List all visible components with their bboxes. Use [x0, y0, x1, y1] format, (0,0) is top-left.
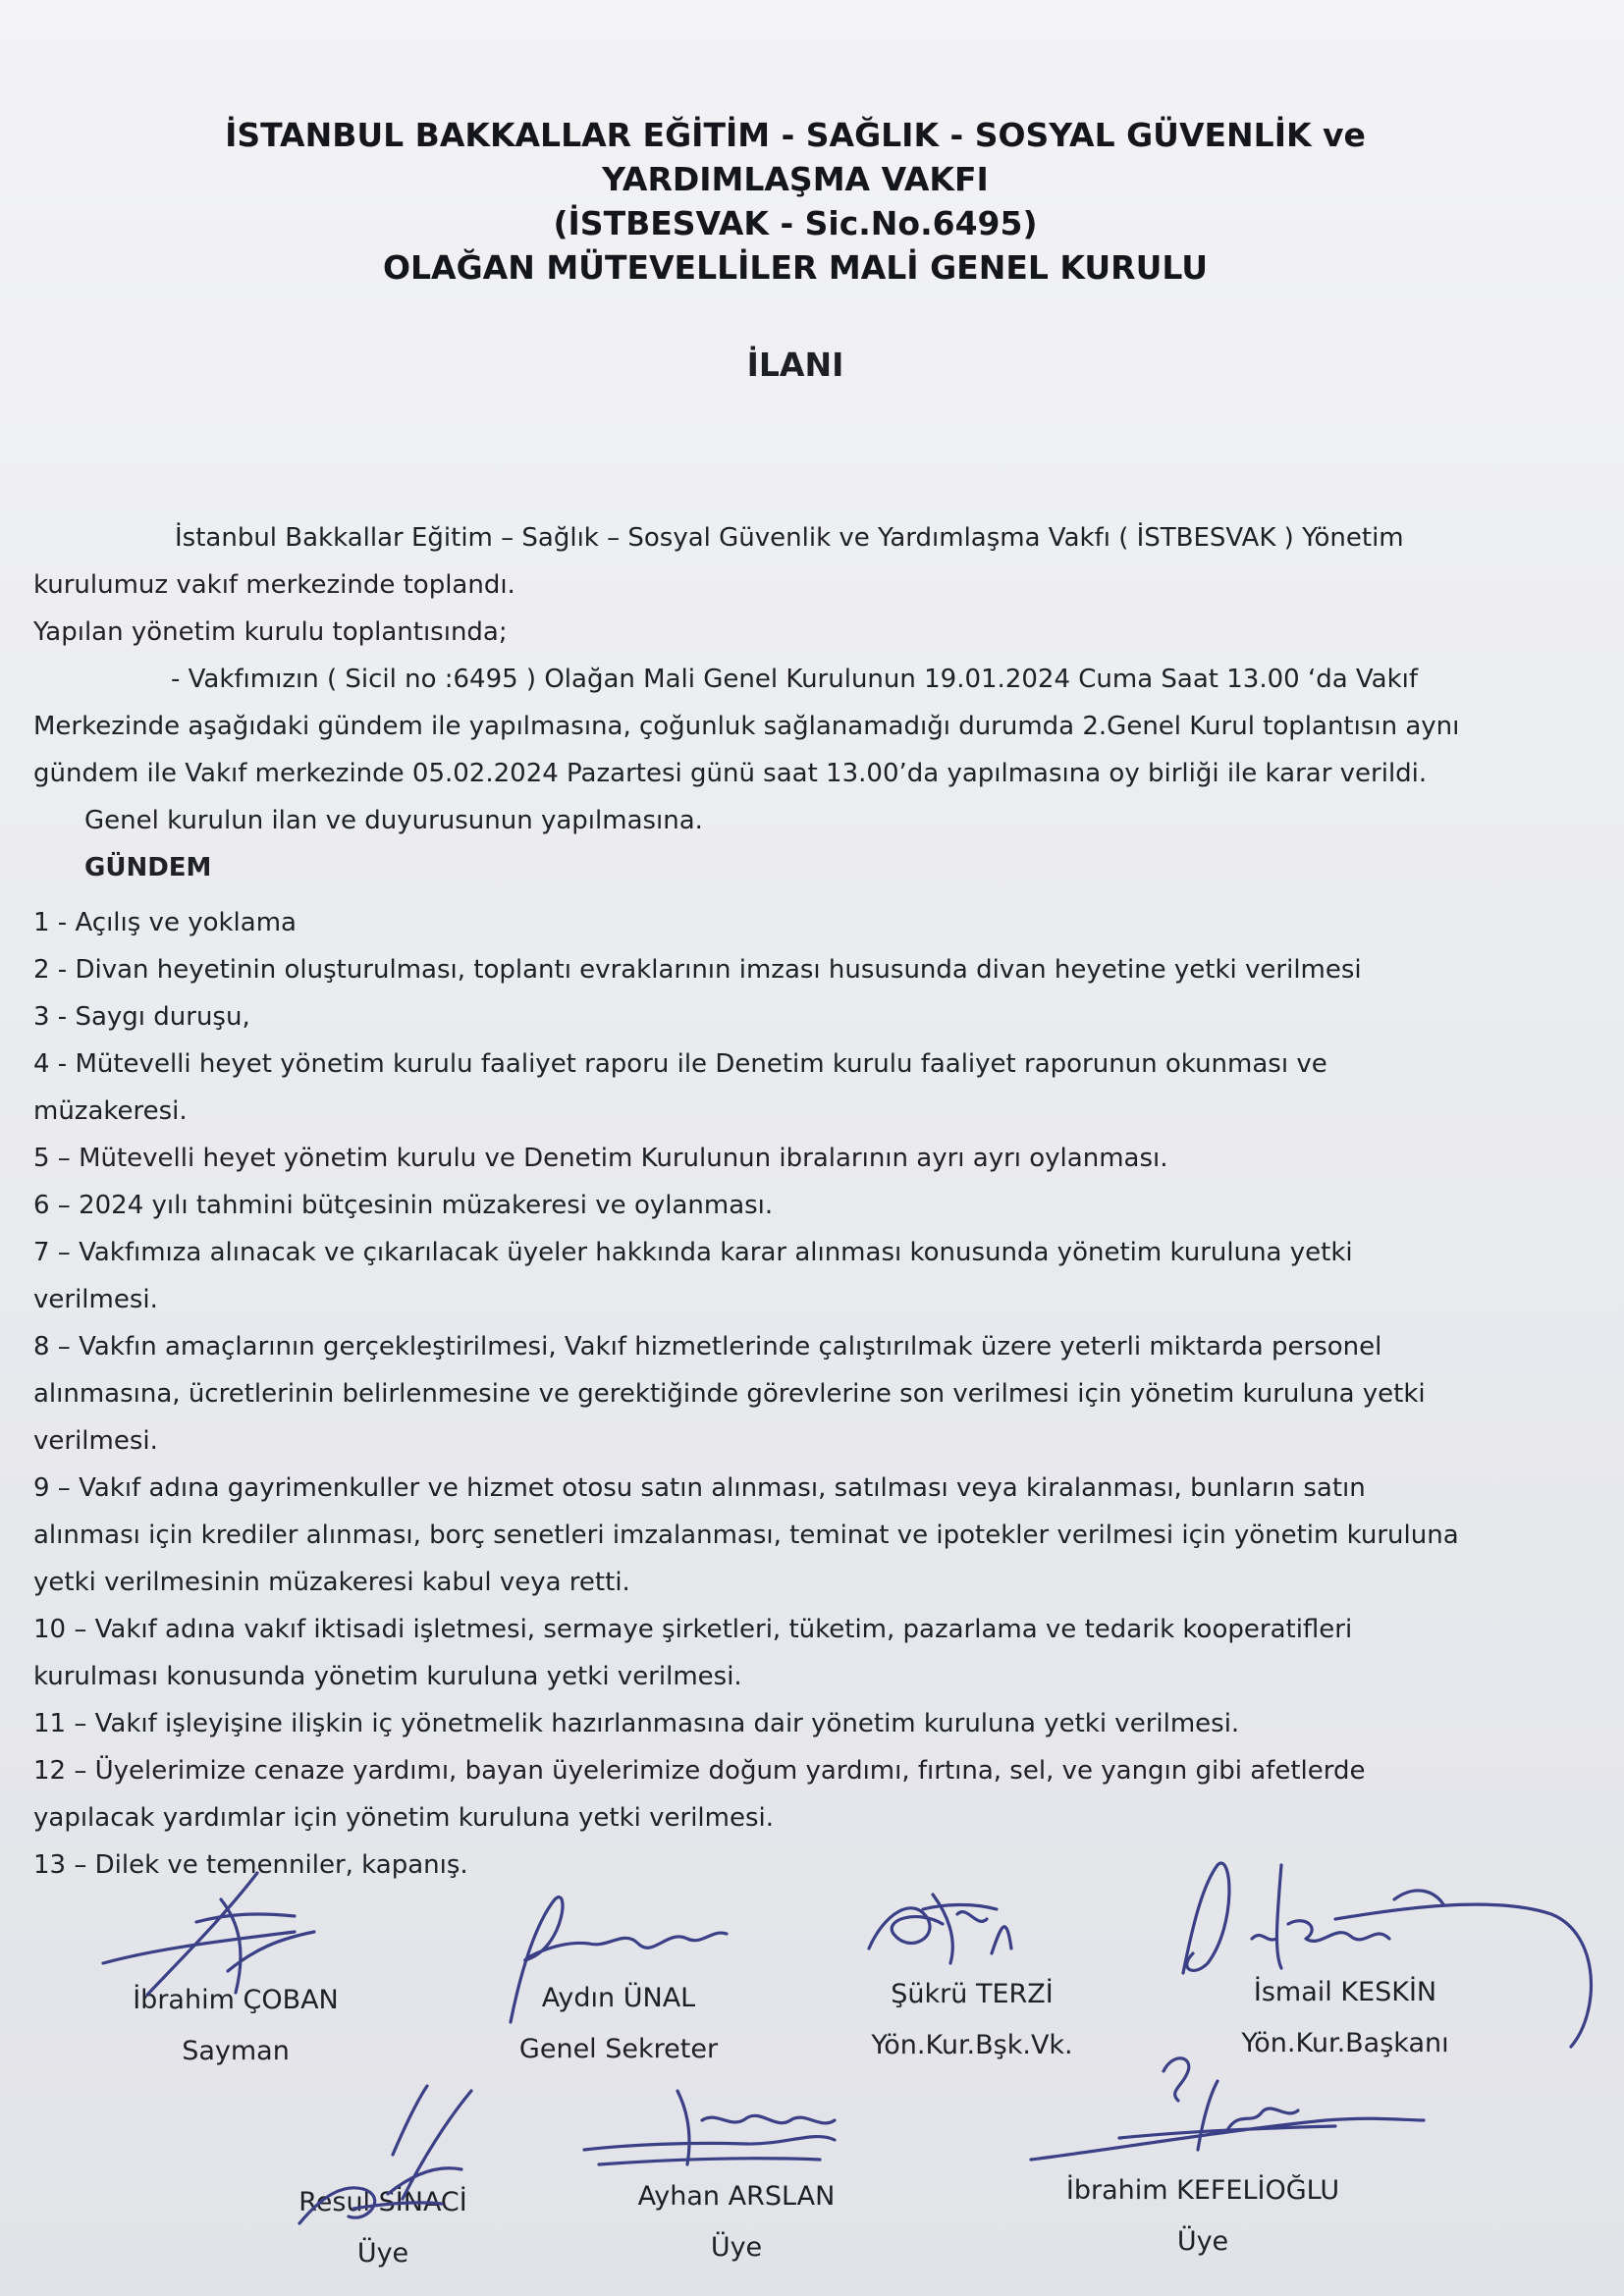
- signatory-title: Yön.Kur.Bşk.Vk.: [871, 2030, 1073, 2060]
- agenda-item: 1 - Açılış ve yoklama: [33, 908, 297, 937]
- signatory-name: Resul SİNACİ: [298, 2187, 467, 2217]
- signatory-name: Şükrü TERZİ: [891, 1979, 1054, 2009]
- signature-unal: [511, 1897, 727, 2022]
- signature-sinaci: [299, 2086, 471, 2223]
- signatory-title: Üye: [1176, 2226, 1229, 2257]
- signature-keskin: [1183, 1863, 1591, 2047]
- agenda-item: 8 – Vakfın amaçlarının gerçekleştirilmesi, Vakıf hizmetlerinde çalıştırılmak üzere yeterli miktarda personel alınmasına, ücretlerinin belirlenmesine ve gerektiğinde görevlerine son verilmesi için yönetim kuruluna yetki verilmesi.: [33, 1332, 1426, 1456]
- signatory-name: Aydın ÜNAL: [541, 1983, 696, 2013]
- agenda-item: 4 - Mütevelli heyet yönetim kurulu faaliyet raporu ile Denetim kurulu faaliyet raporunun okunması ve müzakeresi.: [33, 1049, 1327, 1126]
- signatory-name: İbrahim KEFELİOĞLU: [1065, 2175, 1340, 2206]
- signatory-name: Ayhan ARSLAN: [637, 2181, 836, 2212]
- signature-terzi: [869, 1895, 1011, 1963]
- signatory-title: Yön.Kur.Başkanı: [1241, 2028, 1449, 2058]
- signatory-name: İsmail KESKİN: [1253, 1977, 1437, 2007]
- signatory-title: Üye: [710, 2232, 763, 2263]
- heading-line-3: (İSTBESVAK - Sic.No.6495): [553, 204, 1038, 242]
- intro-line: kurulumuz vakıf merkezinde toplandı.: [33, 570, 515, 600]
- agenda-item: 2 - Divan heyetinin oluşturulması, toplantı evraklarının imzası hususunda divan heyetine yetki verilmesi: [33, 955, 1362, 985]
- agenda-item: 6 – 2024 yılı tahmini bütçesinin müzakeresi ve oylanması.: [33, 1191, 774, 1220]
- heading-line-2: YARDIMLAŞMA VAKFI: [602, 160, 989, 198]
- signature-kefelioglu: [1031, 2058, 1424, 2160]
- intro-line: İstanbul Bakkallar Eğitim – Sağlık – Sosyal Güvenlik ve Yardımlaşma Vakfı ( İSTBESVAK ) Yönetim: [175, 523, 1404, 553]
- signatory-title: Genel Sekreter: [518, 2034, 719, 2064]
- intro-line: Genel kurulun ilan ve duyurusunun yapılmasına.: [84, 806, 703, 835]
- agenda-item: 12 – Üyelerimize cenaze yardımı, bayan üyelerimize doğum yardımı, fırtına, sel, ve yangın gibi afetlerde yapılacak yardımlar için yönetim kuruluna yetki verilmesi.: [33, 1756, 1366, 1833]
- intro-line: gündem ile Vakıf merkezinde 05.02.2024 Pazartesi günü saat 13.00’da yapılmasına oy birliği ile karar verildi.: [33, 759, 1428, 788]
- agenda-item: 3 - Saygı duruşu,: [33, 1002, 250, 1032]
- signature-arslan: [584, 2091, 835, 2164]
- signatory-name: İbrahim ÇOBAN: [133, 1985, 339, 2015]
- signatory-title: Üye: [356, 2238, 409, 2269]
- agenda-item: 9 – Vakıf adına gayrimenkuller ve hizmet otosu satın alınması, satılması veya kiralanması, bunların satın alınması için krediler alınması, borç senetleri imzalanması, teminat ve ipotekler verilmesi için yönetim kuruluna yetki verilmesinin müzakeresi kabul veya retti.: [33, 1473, 1459, 1597]
- signature-coban: [103, 1873, 314, 1995]
- agenda-title: GÜNDEM: [84, 853, 212, 882]
- intro-line: Yapılan yönetim kurulu toplantısında;: [33, 617, 508, 647]
- heading-line-4: OLAĞAN MÜTEVELLİLER MALİ GENEL KURULU: [382, 248, 1209, 287]
- signatory-title: Sayman: [182, 2036, 290, 2066]
- intro-line: Merkezinde aşağıdaki gündem ile yapılmasına, çoğunluk sağlanamadığı durumda 2.Genel Kurul toplantısın aynı: [33, 712, 1460, 741]
- agenda-item: 10 – Vakıf adına vakıf iktisadi işletmesi, sermaye şirketleri, tüketim, pazarlama ve tedarik kooperatifleri kurulması konusunda yönetim kuruluna yetki verilmesi.: [33, 1615, 1353, 1691]
- agenda-item: 11 – Vakıf işleyişine ilişkin iç yönetmelik hazırlanmasına dair yönetim kuruluna yetki verilmesi.: [33, 1709, 1240, 1738]
- announcement-title: İLANI: [746, 346, 844, 384]
- agenda-item: 7 – Vakfımıza alınacak ve çıkarılacak üyeler hakkında karar alınması konusunda yönetim kuruluna yetki verilmesi.: [33, 1238, 1353, 1314]
- intro-line: - Vakfımızın ( Sicil no :6495 ) Olağan Mali Genel Kurulunun 19.01.2024 Cuma Saat 13.00 ‘da Vakıf: [171, 665, 1419, 694]
- agenda-item: 5 – Mütevelli heyet yönetim kurulu ve Denetim Kurulunun ibralarının ayrı ayrı oylanması.: [33, 1144, 1168, 1173]
- agenda-item: 13 – Dilek ve temenniler, kapanış.: [33, 1850, 468, 1880]
- heading-line-1: İSTANBUL BAKKALLAR EĞİTİM - SAĞLIK - SOSYAL GÜVENLİK ve: [225, 116, 1366, 154]
